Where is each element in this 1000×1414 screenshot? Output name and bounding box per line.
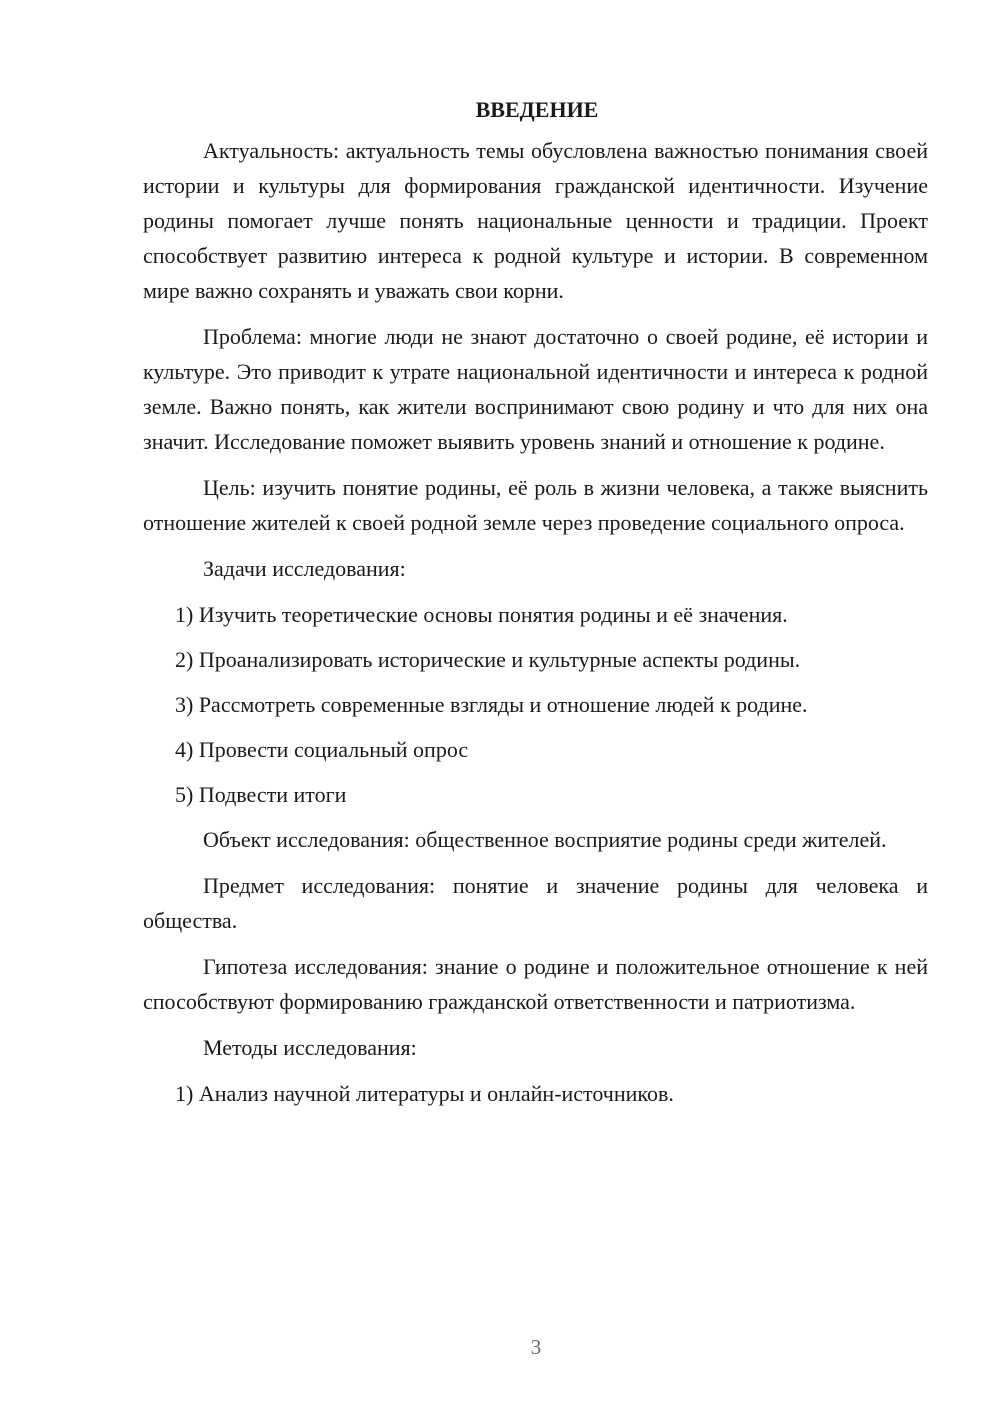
tasks-heading: Задачи исследования: <box>203 556 406 581</box>
subject-paragraph: Предмет исследования: понятие и значение родины для человека и общества. <box>143 873 928 933</box>
relevance-paragraph: Актуальность: актуальность темы обусловлена важностью понимания своей истории и культуры для формирования гражданской идентичности. Изучение родины помогает лучше понять национальные ценности и традиции. Проект способствует развитию интереса к родной культуре и истории. В современном мире важно сохранять и уважать свои корни. <box>143 138 928 303</box>
goal-paragraph: Цель: изучить понятие родины, её роль в жизни человека, а также выяснить отношение жителей к своей родной земле через проведение социального опроса. <box>143 475 928 535</box>
list-item: 2) Проанализировать исторические и культурные аспекты родины. <box>175 647 801 672</box>
object-paragraph: Объект исследования: общественное восприятие родины среди жителей. <box>203 827 887 852</box>
list-item: 4) Провести социальный опрос <box>175 737 469 762</box>
page-title: ВВЕДЕНИЕ <box>475 97 599 122</box>
list-item: 5) Подвести итоги <box>175 782 347 807</box>
list-item: 1) Изучить теоретические основы понятия родины и её значения. <box>175 602 788 627</box>
list-item: 1) Анализ научной литературы и онлайн-источников. <box>175 1081 674 1106</box>
page-number: 3 <box>530 1335 542 1359</box>
tasks-list <box>143 597 928 812</box>
hypothesis-paragraph: Гипотеза исследования: знание о родине и положительное отношение к ней способствуют формированию гражданской ответственности и патриотизма. <box>143 954 928 1014</box>
problem-paragraph: Проблема: многие люди не знают достаточно о своей родине, её истории и культуре. Это приводит к утрате национальной идентичности и интереса к родной земле. Важно понять, как жители воспринимают свою родину и что для них она значит. Исследование поможет выявить уровень знаний и отношение к родине. <box>143 324 928 454</box>
list-item: 3) Рассмотреть современные взгляды и отношение людей к родине. <box>175 692 808 717</box>
document-page <box>143 92 928 1121</box>
methods-heading: Методы исследования: <box>203 1035 417 1060</box>
methods-list <box>143 1076 928 1111</box>
